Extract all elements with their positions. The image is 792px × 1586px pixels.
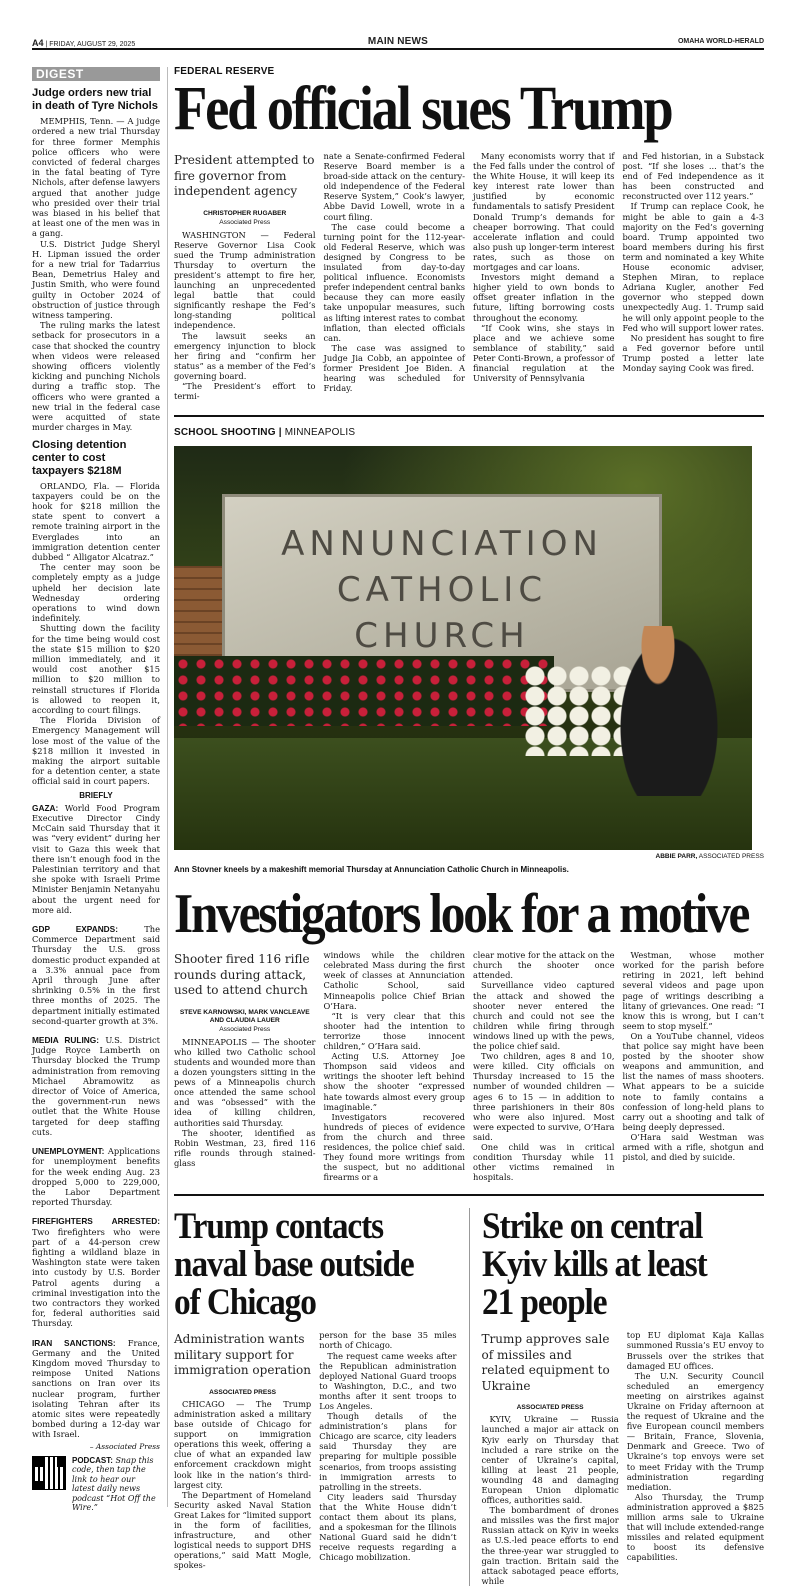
- paragraph: The case could become a turning point for the 112-year-old Federal Reserve, which was designed by Congress to be insulated from day-to-day political influence. Economists prefer independent central banks because they can more easily take unpopular measures, such as lifting interest rates to combat inflation, than elected officials can.: [323, 221, 465, 343]
- podcast-promo[interactable]: [32, 1456, 160, 1513]
- paragraph: “It is very clear that this shooter had the intention to terrorize those innocent children,” O’Hara said.: [323, 1010, 465, 1052]
- paragraph: U.S. District Judge Sheryl H. Lipman issued the order for a new trial for Tadarrius Bean, Demetrius Haley and Justin Smith, who were found guilty in October 2024 of obstruction of justice through witness tampering.: [32, 238, 160, 321]
- paragraph: Many economists worry that if the Fed falls under the control of the White House, it will keep its key interest rate lower than justified by economic fundamentals to satisfy President Donald Trump’s demands for cheaper borrowing. That could accelerate inflation and could also push up longer-term interest rates, such as those on mortgages and car loans.: [473, 151, 615, 273]
- sign-line: CATHOLIC: [336, 570, 548, 611]
- byline: STEVE KARNOWSKI, MARK VANCLEAVE AND CLAUDIA LAUER: [179, 1008, 310, 1024]
- brief-label: GDP EXPANDS:: [32, 924, 118, 935]
- paragraph: person for the base 35 miles north of Chicago.: [319, 1330, 457, 1351]
- paragraph: If Trump can replace Cook, he might be able to gain a 4-3 majority on the Fed’s governing board. Trump appointed two board members during his first term and nominated a key White House economic adviser, Stephen Miran, to replace Adriana Kugler, another Fed governor who stepped down unexpectedly Aug. 1. Trump said he will only appoint people to the Fed who will support lower rates.: [622, 201, 764, 333]
- story-kicker: SCHOOL SHOOTING | MINNEAPOLIS: [174, 427, 356, 439]
- main-content: [174, 66, 764, 1586]
- paragraph: MINNEAPOLIS — The shooter who killed two Catholic school students and wounded more than a dozen youngsters sitting in the pews of a Minneapolis church once attended the same school and was “obsessed” with the idea of killing children, authorities said Thursday.: [174, 1036, 316, 1128]
- memorial-photo: [174, 446, 752, 850]
- paragraph: The Florida Division of Emergency Management will lose most of the value of the $218 million it invested in making the airport suitable for a detention center, a state official said in court papers.: [32, 715, 160, 787]
- story-body: [174, 950, 764, 1182]
- digest-story-body: [32, 481, 160, 787]
- brief-text: Two firefighters who were part of a 44-person crew fighting a wildland blaze in Washington state were taken into custody by U.S. Border Patrol agents during a criminal investigation into the two contractors they worked for, federal authorities said Thursday.: [32, 1226, 160, 1329]
- paragraph: The shooter, identified as Robin Westman, 23, fired 116 rifle rounds through stained-glass: [174, 1127, 316, 1168]
- sign-line: CHURCH: [354, 616, 530, 657]
- bottom-stories: [174, 1208, 764, 1586]
- kyiv-story: [482, 1208, 765, 1586]
- brief-text: France, Germany and the United Kingdom moved Thursday to reimpose United Nations sanctions on Iran over its nuclear program, further isolating Tehran after its atomic sites were repeatedly bombed during a 12-day war with Israel.: [32, 1337, 160, 1440]
- section-divider: [174, 415, 764, 417]
- paragraph: “The President’s effort to termi-: [174, 381, 316, 402]
- paragraph: and Fed historian, in a Substack post. “If she loses ... that’s the end of Fed independence as it has been constructed and reconstructed over 112 years.”: [622, 151, 764, 202]
- paragraph: O’Hara said Westman was armed with a rifle, shotgun and pistol, and died by suicide.: [622, 1131, 764, 1163]
- brief-label: GAZA:: [32, 802, 59, 813]
- paragraph: The Department of Homeland Security asked Naval Station Great Lakes for “limited support in the form of facilities, infrastructure, and other logistical needs to support DHS operations,” said Matt Mogle, spokes-: [174, 1489, 312, 1571]
- paragraph: CHICAGO — The Trump administration asked a military base outside of Chicago for support on immigration operations this week, offering a clue of what an expanded law enforcement crackdown might look like in the nation’s third-largest city.: [174, 1398, 312, 1490]
- brief-item: [32, 803, 160, 915]
- paragraph: WASHINGTON — Federal Reserve Governor Lisa Cook sued the Trump administration Thursday to overturn the president’s attempt to fire her, launching an unprecedented legal battle that could significantly reshape the Fed’s long-standing political independence.: [174, 229, 316, 331]
- brief-text: U.S. District Judge Royce Lamberth on Thursday blocked the Trump administration from removing Michael Abramowitz as director of Voice of America, the government-run news outlet that the White House targeted for deep staffing cuts.: [32, 1035, 161, 1137]
- podcast-text: Snap this code, then tap the link to hear our latest daily news podcast “Hot Off the Wire.”: [72, 1455, 156, 1513]
- paragraph: Westman, whose mother worked for the parish before retiring in 2021, left behind several videos and page upon page of writings describing a litany of grievances. One read: “I know this is wrong, but I can’t seem to stop myself.”: [622, 950, 764, 1031]
- paragraph: Shutting down the facility for the time being would cost the state $15 million to $20 million immediately, and it would cost another $15 million to $20 million to reinstall structures if Florida is allowed to reopen it, according to court filings.: [32, 623, 160, 715]
- brief-item: [32, 1146, 160, 1207]
- paragraph: nate a Senate-confirmed Federal Reserve Board member is a broad-side attack on the century-old independence of the Federal Reserve System,” Cook’s lawyer, Abbe David Lowell, wrote in a court filing.: [323, 151, 465, 222]
- sign-line: ANNUNCIATION: [281, 524, 603, 565]
- page-header: A4 | FRIDAY, AUGUST 29, 2025 MAIN NEWS OMAHA WORLD-HERALD: [32, 36, 764, 48]
- story-deck: President attempted to fire governor from independent agency: [174, 153, 315, 198]
- paragraph: Though details of the administration’s plans for Chicago are scarce, city leaders said Thursday they are preparing for multiple possible scenarios, from troops assisting in immigration arrests to patrolling in the streets.: [319, 1411, 457, 1492]
- byline: CHRISTOPHER RUGABER: [203, 209, 287, 217]
- paragraph: On a YouTube channel, videos that police say might have been posted by the shooter show weapons and ammunition, and list the names of mass shooters. What appears to be a suicide note to family contains a confession of long-held plans to carry out a shooting and talk of being deeply depressed.: [622, 1030, 764, 1132]
- digest-headline: Closing detention center to cost taxpayers $218M: [32, 438, 127, 477]
- paragraph: Two children, ages 8 and 10, were killed. City officials on Thursday increased to 15 the number of wounded children — ages 6 to 15 — in addition to three parishioners in their 80s who were also injured. Most were expected to survive, O’Hara said.: [473, 1051, 615, 1142]
- paragraph: The case was assigned to Judge Jia Cobb, an appointee of former President Joe Biden. A hearing was scheduled for Friday.: [323, 342, 465, 394]
- paragraph: KYIV, Ukraine — Russia launched a major air attack on Kyiv early on Thursday that included a rare strike on the center of Ukraine’s capital, killing at least 21 people, wounding 48 and damaging European Union diplomatic offices, authorities said.: [481, 1414, 619, 1506]
- brief-text: Applications for unemployment benefits for the week ending Aug. 23 dropped 5,000 to 229,000, the Labor Department reported Thursday.: [32, 1146, 160, 1208]
- story-headline: Investigators look for a motive: [174, 883, 749, 946]
- digest-column: [32, 67, 160, 1513]
- paragraph: No president has sought to fire a Fed governor before until Trump posted a letter late Monday saying Cook was fired.: [622, 332, 764, 373]
- brief-item: [32, 924, 160, 1026]
- kicker-location: MINNEAPOLIS: [284, 427, 356, 439]
- flower-bed: [174, 656, 554, 726]
- byline-org: Associated Press: [219, 1025, 271, 1033]
- story-body: [174, 1330, 457, 1570]
- paragraph: The U.N. Security Council scheduled an emergency meeting on airstrikes against Ukraine on Friday afternoon at the request of Ukraine and the five European council members — Britain, France, Slovenia, Denmark and Greece. Two of Ukraine’s top envoys were set to meet Friday with the Trump administration regarding mediation.: [626, 1370, 764, 1492]
- story-body: [174, 151, 764, 401]
- paragraph: The center may soon be completely empty as a judge upheld her decision late Wednesday ordering operations to wind down indefinitely.: [32, 562, 160, 624]
- story-deck: Administration wants military support for immigration operation: [174, 1332, 311, 1378]
- paragraph: The bombardment of drones and missiles was the first major Russian attack on Kyiv in weeks as U.S.-led peace efforts to end the three-year war struggled to gain traction. Britain said the attack sabotaged peace efforts, while: [481, 1505, 619, 1586]
- paragraph: “If Cook wins, she stays in place and we achieve some semblance of stability,” said Peter Conti-Brown, a professor of financial regulation at the University of Pennsylvania: [473, 322, 615, 384]
- story-body: [482, 1330, 765, 1586]
- brief-item: [32, 1035, 160, 1137]
- chicago-story: [174, 1208, 457, 1586]
- story-deck: Shooter fired 116 rifle rounds during attack, used to attend church: [174, 952, 310, 998]
- qr-code-icon[interactable]: [32, 1456, 66, 1490]
- paragraph: Surveillance video captured the attack and showed the shooter never entered the church and could not see the children while firing through windows lined up with the pews, the police chief said.: [473, 980, 615, 1052]
- page-number: A4: [32, 38, 44, 48]
- paragraph: MEMPHIS, Tenn. — A judge ordered a new trial Thursday for three former Memphis police officers who were convicted of federal charges in the fatal beating of Tyre Nichols, after defense lawyers argued that another judge who presided over their trial was biased in his belief that at least one of the men was in a gang.: [32, 116, 160, 239]
- digest-tag: DIGEST: [32, 67, 160, 81]
- paragraph: windows while the children celebrated Mass during the first week of classes at Annunciation Catholic School, said Minneapolis police Chief Brian O’Hara.: [323, 950, 465, 1011]
- kneeling-woman: [614, 626, 724, 796]
- photo-credit: ABBIE PARR, ASSOCIATED PRESS: [655, 853, 764, 861]
- section-name: MAIN NEWS: [367, 36, 429, 47]
- brief-item: [32, 1216, 160, 1328]
- briefs-credit: – Associated Press: [89, 1441, 160, 1451]
- paragraph: City leaders said Thursday that the White House didn’t contact them about its plans, and a spokesman for the Illinois National Guard said he didn’t receive requests regarding a Chicago mobilization.: [319, 1491, 457, 1563]
- brief-text: World Food Program Executive Director Cindy McCain said Thursday that it was “very evident” during her visit to Gaza this week that there isn’t enough food in the Palestinian territory and that she spoke with Israeli Prime Minister Benjamin Netanyahu about the urgent need for more aid.: [32, 802, 160, 915]
- story-headline: Trump contacts naval base outside of Chicago: [174, 1206, 414, 1324]
- brief-text: The Commerce Department said Thursday the U.S. gross domestic product expanded at a 3.3% annual pace from April through June after shrinking 0.5% in the first three months of 2025. The department initially estimated second-quarter growth at 3%.: [32, 924, 160, 1026]
- brief-item: [32, 1338, 160, 1440]
- paragraph: Investigators recovered hundreds of pieces of evidence from the church and three residences, the police chief said. They found more writings from the suspect, but no additional firearms or a: [323, 1111, 465, 1183]
- column-divider: [469, 1208, 470, 1586]
- digest-story-body: [32, 116, 160, 432]
- podcast-label: PODCAST:: [72, 1455, 113, 1465]
- page-date: FRIDAY, AUGUST 29, 2025: [49, 41, 136, 48]
- byline-org: Associated Press: [219, 218, 271, 226]
- paragraph: The request came weeks after the Republican administration deployed National Guard troops to Washington, D.C., and two months after it sent troops to Los Angeles.: [319, 1350, 457, 1411]
- column-divider: [167, 67, 168, 1507]
- paragraph: clear motive for the attack on the church the shooter once attended.: [473, 950, 615, 981]
- paragraph: Investors might demand a higher yield to own bonds to offset greater inflation in the future, lifting borrowing costs throughout the economy.: [473, 272, 615, 323]
- paragraph: Acting U.S. Attorney Joe Thompson said videos and writings the shooter left behind show the shooter “expressed hate towards almost every group imaginable.”: [323, 1051, 465, 1112]
- brief-label: MEDIA RULING:: [32, 1035, 99, 1046]
- briefly-label: BRIEFLY: [79, 790, 113, 800]
- paragraph: top EU diplomat Kaja Kallas summoned Russia’s EU envoy to Brussels over the strikes that damaged EU offices.: [626, 1330, 764, 1371]
- story-headline: Fed official sues Trump: [174, 75, 672, 143]
- paragraph: The lawsuit seeks an emergency injunction to block her firing and “confirm her status” as a member of the Fed’s governing board.: [174, 330, 316, 381]
- story-deck: Trump approves sale of missiles and related equipment to Ukraine: [481, 1332, 610, 1393]
- brief-label: FIREFIGHTERS ARRESTED:: [32, 1216, 160, 1227]
- digest-headline: Judge orders new trial in death of Tyre Nichols: [32, 87, 158, 113]
- paragraph: The ruling marks the latest setback for prosecutors in a case that shocked the country when videos were released showing officers violently kicking and punching Nichols during a traffic stop. The officers who were granted a new trial in the federal case were acquitted of state murder charges in May.: [32, 320, 160, 433]
- brief-label: IRAN SANCTIONS:: [32, 1337, 116, 1348]
- story-headline: Strike on central Kyiv kills at least 21 people: [481, 1206, 707, 1324]
- paragraph: One child was in critical condition Thursday while 11 other victims remained in hospitals.: [473, 1141, 615, 1183]
- story-kicker: FEDERAL RESERVE: [174, 66, 275, 77]
- paragraph: ORLANDO, Fla. — Florida taxpayers could be on the hook for $218 million the state spent to convert a remote training airport in the Everglades into an immigration detention center dubbed “ Alligator Alcatraz.”: [32, 480, 160, 562]
- byline: ASSOCIATED PRESS: [209, 1388, 277, 1396]
- brief-label: UNEMPLOYMENT:: [32, 1146, 105, 1157]
- section-divider: [174, 1194, 764, 1196]
- paragraph: Also Thursday, the Trump administration approved a $825 million arms sale to Ukraine that will include extended-range missiles and related equipment to boost its defensive capabilities.: [626, 1491, 764, 1563]
- paper-name: OMAHA WORLD-HERALD: [677, 38, 764, 45]
- byline: ASSOCIATED PRESS: [516, 1404, 584, 1412]
- photo-caption: Ann Stovner kneels by a makeshift memorial Thursday at Annunciation Catholic Church in Minneapolis.: [174, 865, 569, 875]
